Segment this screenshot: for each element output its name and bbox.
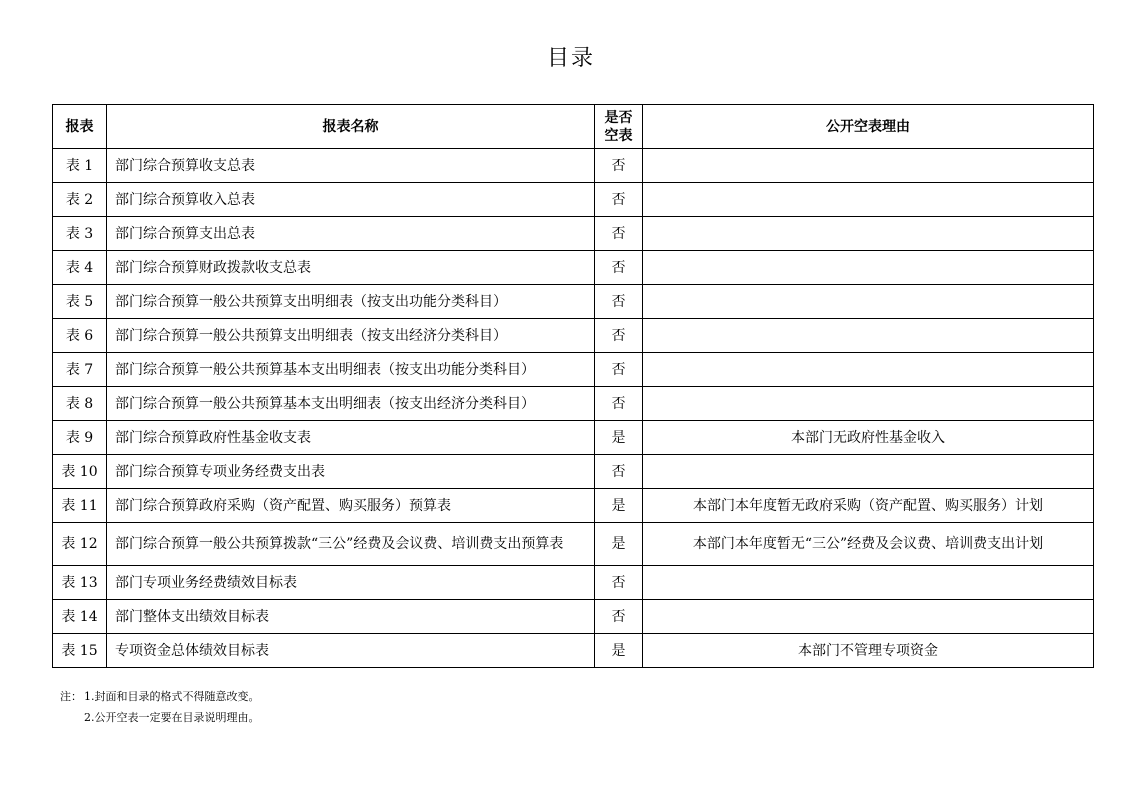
row-name [107,421,595,455]
header-report: 报表 [53,105,107,149]
header-reason: 公开空表理由 [643,105,1094,149]
row-name [107,353,595,387]
row-name-text: 部门综合预算专项业务经费支出表 [115,463,325,480]
row-empty: 否 [595,149,643,183]
table-header-row [53,105,1094,149]
header-name: 报表名称 [107,105,595,149]
row-name-text: 部门综合预算一般公共预算基本支出明细表（按支出经济分类科目） [115,395,535,412]
row-empty: 是 [595,634,643,668]
row-name [107,489,595,523]
row-name-text: 部门综合预算一般公共预算支出明细表（按支出经济分类科目） [115,327,507,344]
row-id: 表 3 [53,217,107,251]
row-empty: 否 [595,566,643,600]
row-id: 表 14 [53,600,107,634]
header-is-empty-label: 是否空表 [604,109,633,144]
row-empty: 否 [595,285,643,319]
notes [60,686,260,728]
table-row [53,285,1094,319]
row-name-text: 部门综合预算收入总表 [115,191,255,208]
table-row [53,489,1094,523]
row-id: 表 12 [53,523,107,566]
row-id: 表 7 [53,353,107,387]
row-name-text: 部门综合预算一般公共预算拨款“三公”经费及会议费、培训费支出预算表 [115,536,564,552]
row-id: 表 2 [53,183,107,217]
row-name [107,149,595,183]
header-is-empty [595,105,643,149]
row-id: 表 15 [53,634,107,668]
row-reason [643,566,1094,600]
table-row [53,183,1094,217]
row-reason [643,387,1094,421]
row-empty: 否 [595,251,643,285]
row-empty: 否 [595,353,643,387]
row-empty: 是 [595,489,643,523]
table-row [53,319,1094,353]
row-reason: 本部门本年度暂无“三公”经费及会议费、培训费支出计划 [643,523,1094,566]
note-spacer [60,707,84,728]
row-name-text: 部门综合预算一般公共预算支出明细表（按支出功能分类科目） [115,293,507,310]
row-name-text: 部门专项业务经费绩效目标表 [115,574,297,591]
row-empty: 否 [595,217,643,251]
row-empty: 否 [595,319,643,353]
row-empty: 否 [595,387,643,421]
row-empty: 是 [595,523,643,566]
note-text: 2.公开空表一定要在目录说明理由。 [84,711,260,724]
row-name-text: 部门综合预算收支总表 [115,157,255,174]
row-name [107,523,595,566]
row-reason [643,251,1094,285]
row-name [107,319,595,353]
table-row [53,251,1094,285]
note-item [60,707,260,728]
row-name-text: 部门综合预算政府性基金收支表 [115,429,311,446]
row-reason [643,353,1094,387]
row-empty: 否 [595,183,643,217]
row-reason [643,183,1094,217]
page-title: 目录 [546,46,595,71]
row-empty: 否 [595,455,643,489]
row-reason: 本部门不管理专项资金 [643,634,1094,668]
row-reason [643,319,1094,353]
row-name-text: 部门综合预算一般公共预算基本支出明细表（按支出功能分类科目） [115,361,535,378]
row-id: 表 6 [53,319,107,353]
row-reason: 本部门本年度暂无政府采购（资产配置、购买服务）计划 [643,489,1094,523]
table-row [53,421,1094,455]
row-name [107,566,595,600]
table-row [53,149,1094,183]
note-text: 1.封面和目录的格式不得随意改变。 [84,690,260,703]
table-row [53,634,1094,668]
row-name [107,600,595,634]
row-reason [643,600,1094,634]
row-id: 表 9 [53,421,107,455]
row-empty: 否 [595,600,643,634]
table-row [53,566,1094,600]
row-name-text: 部门综合预算财政拨款收支总表 [115,259,311,276]
row-reason: 本部门无政府性基金收入 [643,421,1094,455]
note-prefix: 注： [60,690,82,703]
row-name [107,285,595,319]
row-name-text: 专项资金总体绩效目标表 [115,642,269,659]
row-reason [643,455,1094,489]
row-reason [643,217,1094,251]
row-name [107,634,595,668]
row-name-text: 部门综合预算支出总表 [115,225,255,242]
row-name [107,387,595,421]
row-name [107,455,595,489]
row-name [107,251,595,285]
catalog-table [52,104,1094,668]
row-id: 表 1 [53,149,107,183]
row-name-text: 部门综合预算政府采购（资产配置、购买服务）预算表 [115,497,451,514]
table-row [53,387,1094,421]
row-id: 表 5 [53,285,107,319]
row-reason [643,149,1094,183]
row-name [107,217,595,251]
row-id: 表 8 [53,387,107,421]
table-row [53,217,1094,251]
row-id: 表 13 [53,566,107,600]
row-reason [643,285,1094,319]
row-empty: 是 [595,421,643,455]
row-name [107,183,595,217]
table-row [53,523,1094,566]
table-row [53,600,1094,634]
note-item [60,686,260,707]
row-id: 表 11 [53,489,107,523]
row-id: 表 4 [53,251,107,285]
row-id: 表 10 [53,455,107,489]
row-name-text: 部门整体支出绩效目标表 [115,608,269,625]
table-row [53,455,1094,489]
table-row [53,353,1094,387]
